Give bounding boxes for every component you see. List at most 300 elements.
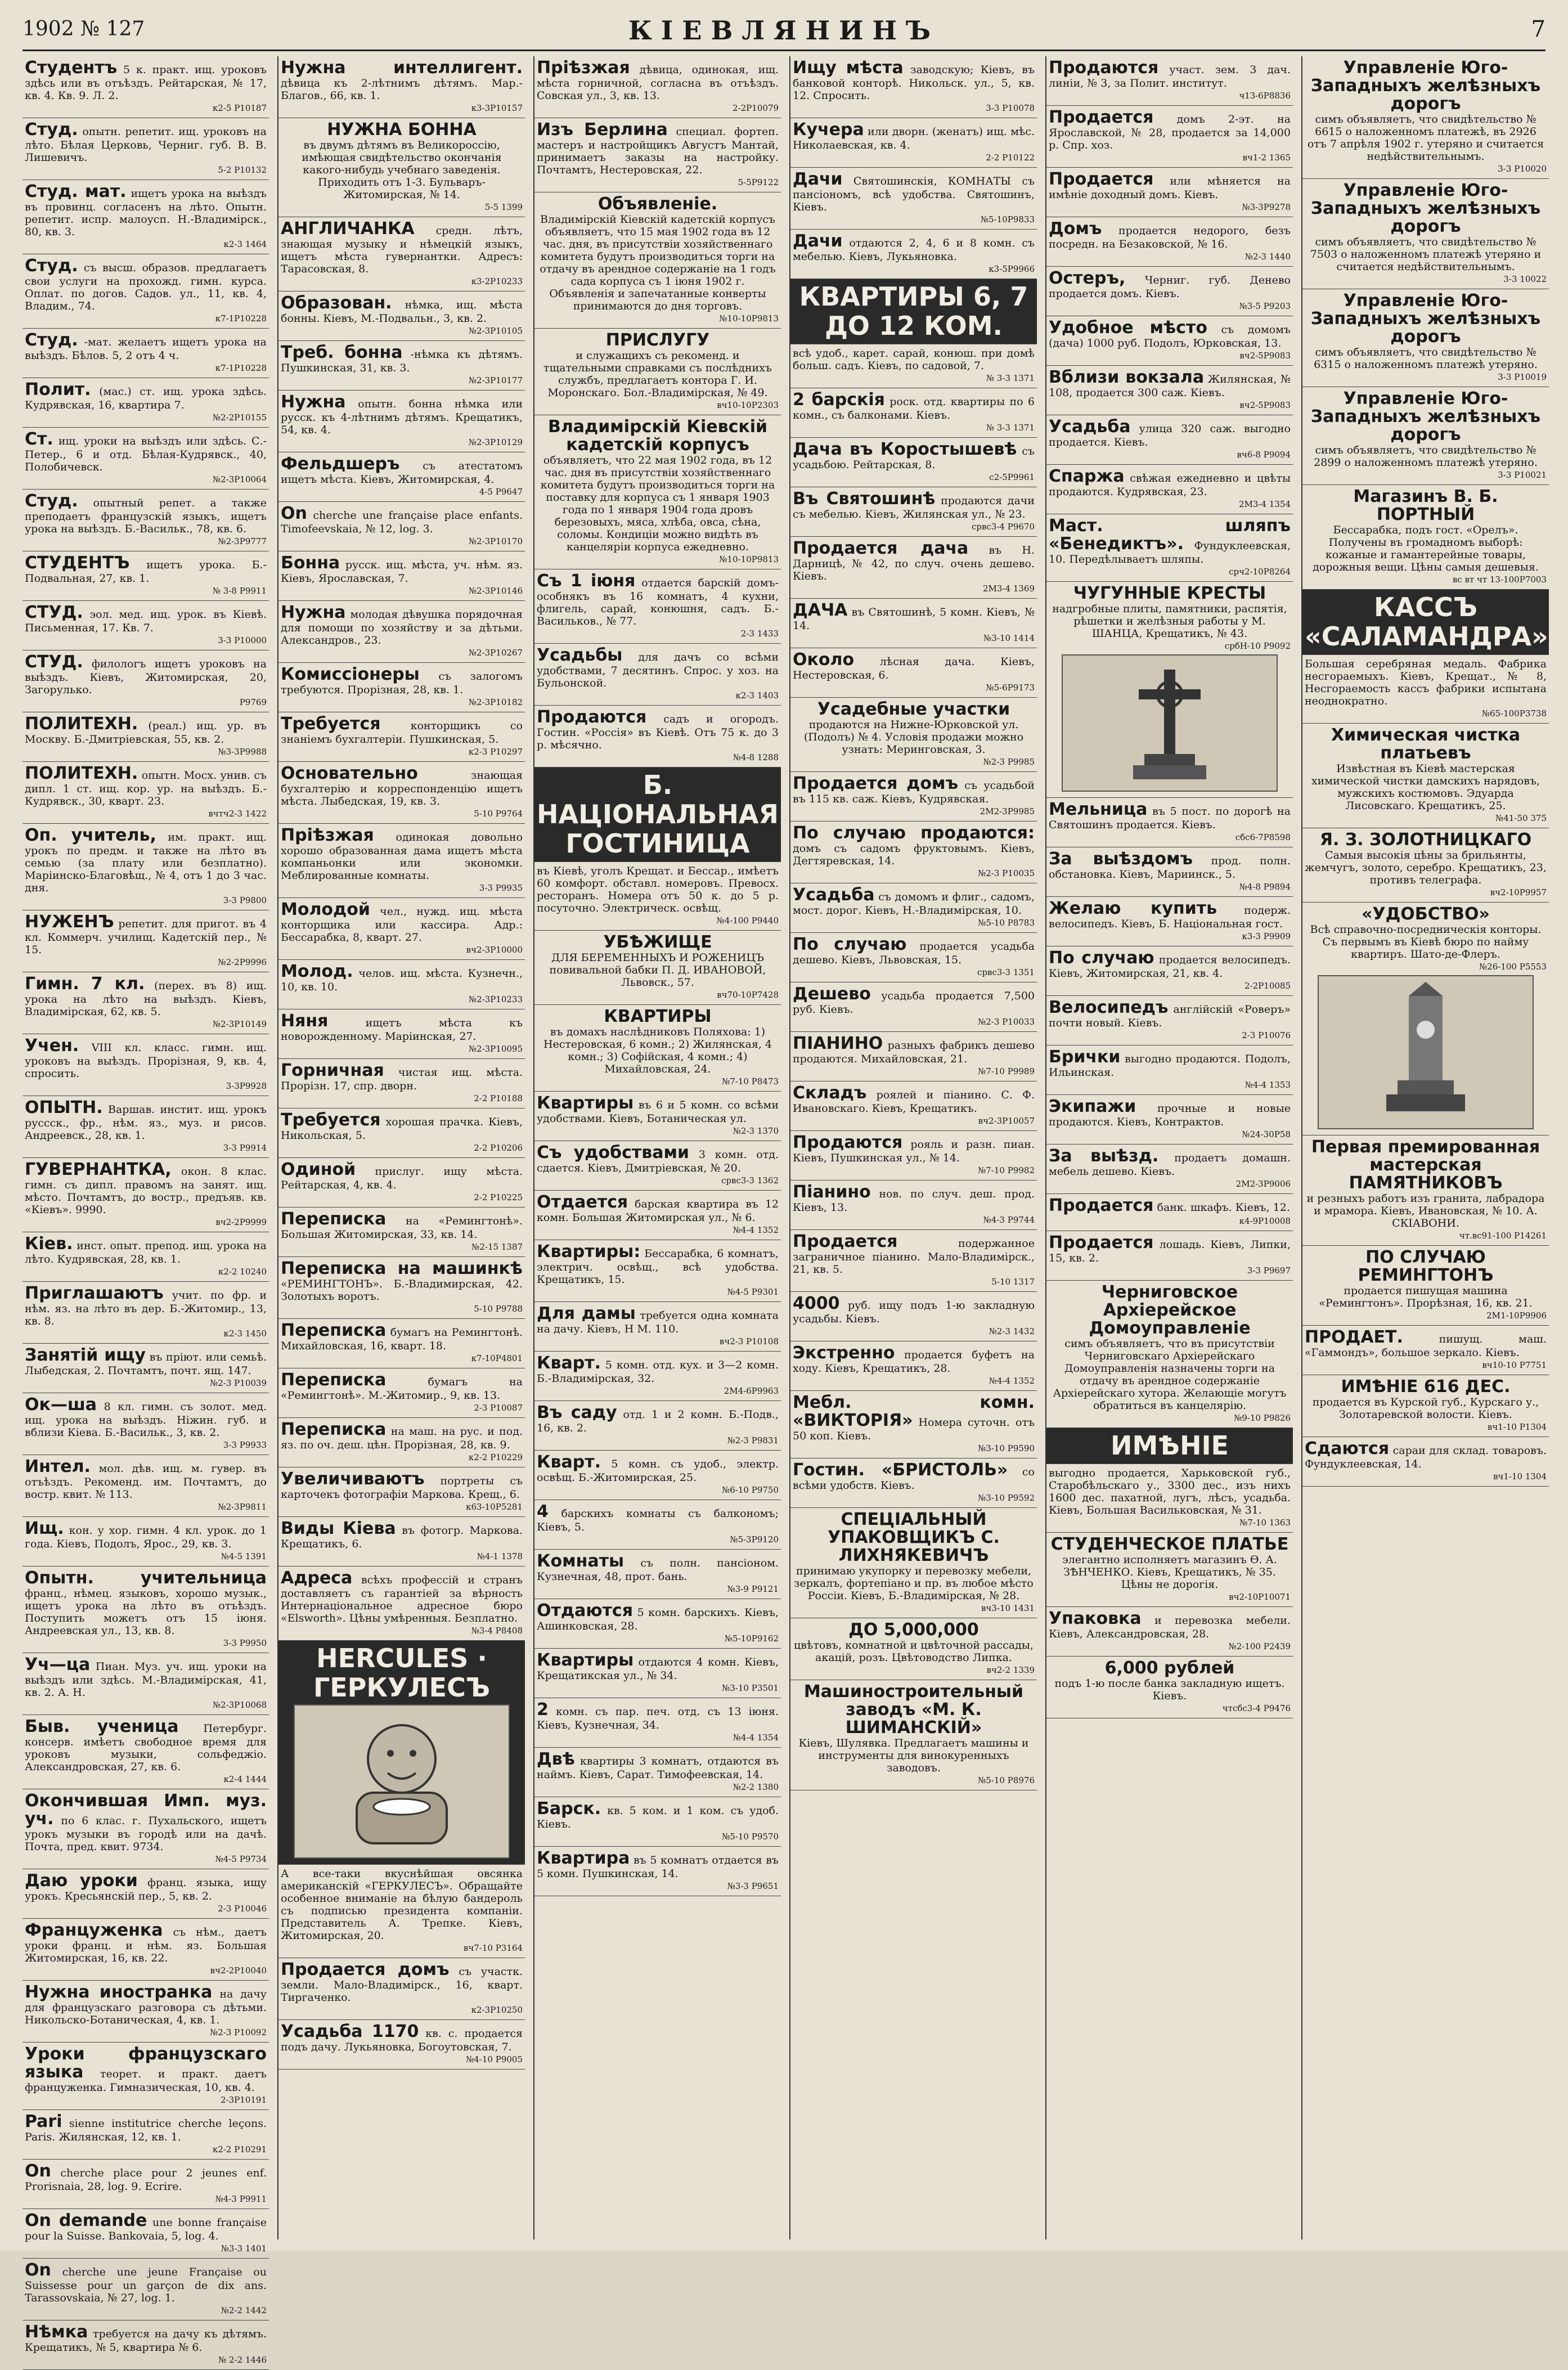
ad-text: специал. фортеп. мастеръ и настройщикъ Августъ Мантай, принимаетъ заказы на настройку. Почтамтъ, Нестеровская, 22.: [537, 125, 779, 176]
ad-text: съ высш. образов. предлагаетъ свои услуги на прохожд. гимн. курса. Оплат. по догов. Садов. ул., 11, кв. 4, Владим., 74.: [25, 262, 267, 312]
ad-title: НУЖНА БОННА: [327, 120, 477, 140]
ad-headline: Студ.: [25, 256, 78, 276]
ad-headline: Квартиры:: [537, 1242, 641, 1262]
ad-title: Управленіе Юго-Западныхъ желѣзныхъ дорогъ: [1310, 291, 1541, 347]
classified-ad: [1046, 798, 1293, 847]
classified-ad: [790, 1508, 1037, 1618]
ad-text: заводскую; Кіевъ, въ банковой конторѣ. Никольск. ул., 5, кв. 12. Спросить.: [793, 64, 1035, 102]
ad-code: к3-5Р9966: [989, 264, 1035, 274]
classified-ad: [1046, 1607, 1293, 1657]
ad-headline: Француженка: [25, 1920, 163, 1940]
ad-code: №2-3 Р10035: [978, 868, 1035, 878]
classified-ad: [534, 1240, 781, 1302]
ad-code: 3-3 Р10020: [1498, 164, 1547, 174]
ad-text: (мас.) ст. ищ. урока здѣсь. Кудрявская, 16, квартира 7.: [25, 385, 267, 411]
ad-text: или дворн. (женатъ) ищ. мѣс. Николаевская, кв. 4.: [793, 125, 1035, 151]
ad-headline: Нѣмка: [25, 2322, 88, 2342]
ad-headline: Остеръ,: [1049, 268, 1126, 288]
ad-text: кв. 5 ком. и 1 ком. съ удоб. Кіевъ.: [537, 1805, 779, 1830]
ad-code: к7-1Р10228: [215, 313, 267, 324]
ad-title: СПЕЦІАЛЬНЫЙ УПАКОВЩИКЪ С. ЛИХНЯКЕВИЧЪ: [828, 1510, 1000, 1565]
ad-code: вч2-10Р10071: [1229, 1592, 1291, 1602]
ad-text: участ. зем. 3 дач. линіи, № 3, за Полит. институт.: [1049, 64, 1291, 89]
ad-text: въ домахъ наслѣдниковъ Поляхова: 1) Нестеровская, 6 комн.; 2) Жилянская, 4 комн.; 3) Софійская, 4 комн.; 4) Михайловская, 24.: [543, 1026, 772, 1075]
ad-text: прислуг. ищу мѣста. Рейтарская, 4, кв. 4.: [281, 1165, 523, 1191]
ad-headline: Гостин. «БРИСТОЛЬ»: [793, 1460, 1008, 1480]
ad-code: №7-10 1363: [1239, 1518, 1291, 1528]
ad-code: 5-5Р9122: [738, 177, 779, 187]
ad-text: рояль и разн. пиан. Кіевъ, Пушкинская ул., № 14.: [793, 1138, 1035, 1164]
ad-code: №2-2Р10155: [212, 412, 267, 423]
ad-code: №4-3 Р9744: [983, 1215, 1035, 1225]
ad-headline: За выѣздомъ: [1049, 849, 1193, 869]
classified-ad: [534, 1500, 781, 1550]
ad-code: №2-3Р10149: [212, 1019, 267, 1029]
column-6: [1302, 56, 1549, 2239]
ad-headline: Въ Святошинѣ: [793, 489, 936, 509]
ad-text: свѣжая ежедневно и цвѣты продаются. Кудрявская, 23.: [1049, 472, 1291, 498]
ad-headline: Пріѣзжая: [537, 58, 630, 78]
classified-ad: [1046, 106, 1293, 168]
ad-text: усадьба продается 7,500 руб. Кіевъ.: [793, 990, 1035, 1016]
ad-text: продаются дачи съ мебелью. Кіевъ, Жилянская ул., № 23.: [793, 495, 1035, 520]
ad-title: 6,000 рублей: [1104, 1658, 1235, 1678]
ad-headline: Переписка: [281, 1370, 387, 1390]
classified-ad: [278, 1865, 525, 1958]
ad-text: лошадь. Кіевъ, Липки, 15, кв. 2.: [1049, 1238, 1291, 1264]
ad-text: отдаются 4 комн. Кіевъ, Крещатикская ул., № 34.: [537, 1656, 779, 1682]
ad-text: и резныхъ работъ изъ гранита, лабрадора и мрамора. Кіевъ, Ивановская, № 10. А. СКІАВОНИ.: [1306, 1192, 1545, 1229]
classified-ad: [1046, 465, 1293, 514]
classified-ad: [278, 762, 525, 824]
ad-text: 5 комн. барскихъ. Кіевъ, Ашинковская, 28.: [537, 1606, 779, 1632]
ad-text: продаются на Нижне-Юрковской ул. (Подолъ) № 4. Условія продажи можно узнать: Меринговская, 3.: [803, 719, 1024, 756]
ad-title: Черниговское Архіерейское Домоуправленіе: [1089, 1282, 1251, 1338]
ad-text: роск. отд. квартиры по 6 комн., съ балконами. Кіевъ.: [793, 396, 1035, 421]
ad-headline: Продается домъ: [793, 774, 959, 793]
ad-headline: Треб. бонна: [281, 343, 403, 362]
ad-text: 8 кл. гимн. съ золот. мед. ищ. урока на выѣздъ. Ніжин. губ. и вблизи Кіева. Б.-Васильк., 3, кв. 2.: [25, 1401, 267, 1439]
ad-code: №2-3 Р9831: [727, 1435, 779, 1446]
ad-text: симъ объявляетъ, что свидѣтельство № 2899 о наложенномъ платежѣ утеряно.: [1314, 444, 1538, 469]
ad-code: №2-3Р10177: [468, 375, 523, 385]
classified-ad: [23, 1981, 269, 2043]
classified-ad: [534, 118, 781, 192]
ad-code: вс вт чт 13-100Р7003: [1452, 574, 1547, 585]
ad-text: кв. с. продается подъ дачу. Лукьяновка, Богоутовская, 7.: [281, 2027, 523, 2053]
classified-ad: [790, 487, 1037, 537]
classified-ad: [278, 1641, 525, 1865]
classified-ad: [1302, 903, 1549, 1135]
classified-ad: [23, 2160, 269, 2209]
ad-headline: Оп. учитель,: [25, 825, 156, 845]
ad-code: к2-5 Р10187: [212, 103, 267, 113]
ad-code: вчтч2-3 1422: [208, 809, 267, 819]
classified-ad: [790, 56, 1037, 118]
classified-ad: [23, 1653, 269, 1715]
ad-banner: КАССЪ «САЛАМАНДРА»: [1305, 592, 1548, 652]
classified-ad: [1046, 897, 1293, 946]
ad-code: 3-3 Р10000: [218, 635, 267, 645]
ad-text: -нѣмка къ дѣтямъ. Пушкинская, 31, кв. 3.: [281, 348, 523, 374]
ad-code: к7-1Р10228: [215, 363, 267, 373]
ad-code: к3-2Р10233: [471, 276, 523, 286]
classified-ad: [1302, 828, 1549, 903]
ad-code: №4-4 1354: [733, 1732, 779, 1743]
ad-text: въ Святошинѣ, 5 комн. Кіевъ, № 14.: [793, 606, 1035, 632]
classified-ad: [23, 1158, 269, 1232]
ad-text: русск. ищ. мѣста, уч. нѣм. яз. Кіевъ, Ярославская, 7.: [281, 559, 523, 585]
ad-text: sienne institutrice cherche leçons. Paris. Жилянская, 12, кв. 1.: [25, 2117, 267, 2143]
ad-code: №4-5 1391: [221, 1551, 267, 1561]
classified-ad: [1046, 1428, 1293, 1464]
classified-ad: [1046, 1144, 1293, 1194]
ad-text: пишущ. маш. «Гаммондъ», большое зеркало. Кіевъ.: [1305, 1333, 1547, 1359]
ad-code: №10-10Р9813: [719, 554, 779, 564]
classified-ad: [790, 118, 1037, 168]
classified-ad: [1302, 1326, 1549, 1375]
ad-text: прод. полн. обстановка. Кіевъ, Мариинск., 5.: [1049, 855, 1291, 881]
classified-ad: [23, 1517, 269, 1566]
ad-text: и служащихъ съ рекоменд. и тщательными справками съ послѣднихъ службъ, предлагаетъ контора Г. И. Моронскаго. Бол.-Владимірская, № 49.: [543, 349, 772, 399]
ad-text: на маш. на рус. и под. яз. по оч. деш. цѣн. Прорізная, 28, кв. 9.: [281, 1425, 523, 1451]
ad-banner: HERCULES · ГЕРКУЛЕСЪ: [313, 1643, 491, 1703]
classified-ad: [278, 1009, 525, 1059]
ad-headline: Желаю купить: [1049, 899, 1217, 918]
ad-text: симъ объявляетъ, что свидѣтельство № 6315 о наложенномъ платежѣ утеряно.: [1314, 346, 1538, 371]
ad-code: 3-3 Р9914: [223, 1143, 267, 1153]
ad-code: к2-2 10240: [218, 1267, 267, 1277]
ad-headline: On: [25, 2161, 51, 2181]
ad-title: ПО СЛУЧАЮ РЕМИНГТОНЪ: [1358, 1247, 1494, 1285]
ad-text: подержанное заграничное піанино. Мало-Владимірск., 21, кв. 5.: [793, 1237, 1035, 1276]
ad-headline: Продается: [1049, 1196, 1154, 1215]
ad-code: №2-3Р10064: [212, 474, 267, 484]
ad-title: Первая премированная мастерская ПАМЯТНИКОВЪ: [1311, 1137, 1540, 1193]
classified-ad: [1046, 1231, 1293, 1281]
classified-ad: [534, 862, 781, 931]
ad-code: №4-1 1378: [477, 1551, 523, 1561]
classified-ad: [1046, 1464, 1293, 1533]
classified-ad: [1046, 1045, 1293, 1095]
classified-ad: [1302, 387, 1549, 485]
ad-title: ИМѢНІЕ 616 ДЕС.: [1341, 1377, 1511, 1397]
classified-ad: [278, 1368, 525, 1418]
ad-text: продается пишущая машина «Ремингтонъ». Прорѣзная, 16, кв. 21.: [1319, 1285, 1533, 1309]
classified-ad: [23, 1034, 269, 1096]
ad-headline: СТУД.: [25, 603, 83, 622]
classified-ad: [790, 344, 1037, 388]
column-5: [1046, 56, 1293, 2239]
ad-headline: Ок—ша: [25, 1395, 97, 1415]
ad-headline: Квартиры: [537, 1093, 634, 1113]
ad-text: симъ объявляетъ, что въ присутствіи Черниговскаго Архіерейскаго Домоуправленія назначены торги на отдачу въ арендное содержаніе Архіерейскаго хутора. Желающіе могутъ обратиться въ канцелярію.: [1053, 1337, 1287, 1412]
ad-text: барскихъ комнаты съ балкономъ; Кіевъ, 5.: [537, 1507, 779, 1533]
ad-text: Фундуклеевская, 10. Передѣлываетъ шляпы.: [1049, 540, 1291, 565]
ad-text: домъ 2-эт. на Ярославской, № 28, продается за 14,000 р. Спр. хоз.: [1049, 113, 1291, 151]
ad-code: №4-4 1352: [989, 1376, 1035, 1386]
ad-text: съ залогомъ требуются. Прорізная, 28, кв. 1.: [281, 670, 523, 696]
ad-code: 2М3-4 1369: [983, 583, 1035, 594]
ad-code: 2-2Р10079: [733, 103, 779, 113]
classified-ad: [534, 1401, 781, 1451]
ad-code: ч1З-6Р8836: [1239, 91, 1291, 101]
page-number: 7: [1531, 16, 1545, 42]
ad-code: 3-3Р9928: [226, 1081, 267, 1091]
ad-text: въ Н. Дарницѣ, № 42, по случ. очень дешево. Кіевъ.: [793, 544, 1035, 582]
ad-code: вч70-10Р7428: [717, 990, 779, 1000]
ad-text: Пиан. Муз. уч. ищ. уроки на выѣздъ или здѣсь. М.-Владимірская, 41, кв. 2. А. Н.: [25, 1660, 267, 1699]
classified-ad: [278, 118, 525, 217]
ad-text: съ домомъ и флиг., садомъ, мост. дорог. Кіевъ, Н.-Владимірская, 10.: [793, 891, 1035, 917]
ad-text: филологъ ищетъ уроковъ на выѣздъ. Кіевъ, Житомирская, 20, Загорулько.: [25, 658, 267, 696]
ad-code: вч2-10Р9957: [1490, 887, 1547, 897]
classified-ad: [278, 824, 525, 898]
classified-ad: [1046, 366, 1293, 415]
classified-ad: [534, 644, 781, 706]
ad-headline: Мельница: [1049, 800, 1148, 819]
ad-code: к2-3 1450: [223, 1328, 267, 1339]
ad-text: съ участк. земли. Мало-Владимірск., 16, кварт. Тиргаченко.: [281, 1965, 523, 2004]
ad-code: №3-3Р9988: [218, 747, 267, 757]
ad-text: франц. языка, ищу урокъ. Кресьянскій пер., 5, кв. 2.: [25, 1877, 267, 1902]
ad-code: №5-3Р9120: [730, 1534, 779, 1545]
ad-headline: Молодой: [281, 900, 370, 919]
ad-text: опытный репет. а также преподаетъ французскій языкъ, ищетъ урока на выѣздъ. Б.-Васильк., 78, кв. 6.: [25, 497, 267, 535]
ad-headline: Маст. шляпъ «Бенедиктъ».: [1049, 516, 1291, 554]
ad-text: портреты съ карточекъ фотографіи Маркова. Крещ., 6.: [281, 1475, 523, 1501]
classified-ad: [790, 1341, 1037, 1391]
ad-code: вч2-5Р9083: [1239, 400, 1291, 410]
ad-code: № 3-3 1371: [986, 373, 1035, 383]
ad-headline: Продаются: [793, 1133, 903, 1152]
ad-code: 3-3 Р9933: [223, 1440, 267, 1450]
classified-ad: [278, 2020, 525, 2070]
ad-code: срвс3-3 1362: [721, 1175, 779, 1186]
ad-text: продается недорого, безъ посредн. на Безаковской, № 16.: [1049, 225, 1291, 250]
ad-text: 5 комн. отд. кух. и 3—2 комн. Б.-Владимірская, 32.: [537, 1359, 779, 1385]
ad-headline: ГУВЕРНАНТКА,: [25, 1160, 172, 1179]
classified-ad: [23, 2110, 269, 2160]
ad-text: съ атестатомъ ищетъ мѣста. Кіевъ, Житомирская, 4.: [281, 460, 523, 486]
ad-code: к2-3 1403: [735, 690, 779, 701]
ad-text: дѣвица къ 2-лѣтнимъ дѣтямъ. Мар.-Благов., 66, кв. 1.: [281, 77, 523, 102]
ad-headline: Съ удобствами: [537, 1143, 690, 1162]
ad-code: 3-3 Р10021: [1498, 470, 1547, 480]
ad-headline: On: [25, 2260, 51, 2280]
ad-code: №2-2 1380: [733, 1782, 779, 1792]
ad-code: №2-3 1432: [989, 1326, 1035, 1336]
ad-code: чтсбс3-4 Р9476: [1222, 1703, 1291, 1713]
ad-text: требуется одна комната на дачу. Кіевъ, Н М. 110.: [537, 1309, 779, 1335]
ad-headline: Студ.: [25, 330, 78, 350]
ad-code: № 3-8 Р9911: [212, 586, 267, 596]
ad-text: репетит. для пригот. въ 4 кл. Коммерч. училищ. Кадетскій пер., № 15.: [25, 918, 267, 956]
column-3: [534, 56, 781, 2239]
classified-ad: [790, 1180, 1037, 1230]
ad-code: 2М3-4 1354: [1239, 499, 1291, 509]
ad-text: инст. опыт. препод. ищ. урока на лѣто. Кудрявская, 28, кв. 1.: [25, 1240, 267, 1265]
classified-ad: [278, 502, 525, 551]
ad-code: №2-3 Р10033: [978, 1017, 1035, 1027]
ad-code: 3-3 Р10078: [986, 103, 1035, 113]
classified-ad: [534, 192, 781, 329]
ad-code: 3-3 Р10019: [1498, 372, 1547, 382]
classified-ad: [278, 452, 525, 502]
ad-headline: Квартира: [537, 1848, 630, 1868]
ad-text: симъ объявляетъ, что свидѣтельство № 7503 о наложенномъ платежѣ утеряно и считается недѣйствительнымъ.: [1310, 236, 1542, 273]
classified-ad: [278, 551, 525, 601]
ad-title: Химическая чистка платьевъ: [1331, 725, 1521, 763]
ad-code: №9-10 Р9826: [1234, 1413, 1291, 1423]
ad-code: 5-10 Р9764: [474, 809, 523, 819]
classified-ad: [534, 569, 781, 644]
ad-headline: Ищ.: [25, 1519, 64, 1538]
ad-headline: Усадьба: [1049, 417, 1131, 437]
ad-code: 2-3Р10191: [221, 2095, 267, 2105]
ad-text: нѣмка, ищ. мѣста бонны. Кіевъ, М.-Подвальн., 3, кв. 2.: [281, 299, 523, 325]
classified-ad: [1302, 1135, 1549, 1246]
ad-text: въ 5 пост. по дорогѣ на Святошинъ продается. Кіевъ.: [1049, 805, 1291, 831]
ad-text: теорет. и практ. даетъ француженка. Гимназическая, 10, кв. 4.: [25, 2068, 267, 2094]
ad-code: №2-100 Р2439: [1228, 1641, 1291, 1651]
ad-text: съ нѣм., даетъ уроки франц. и нѣм. яз. Большая Житомирская, 16, кв. 22.: [25, 1926, 267, 1964]
classified-ad: [534, 767, 781, 862]
ad-text: Владимірскій Кіевскій кадетскій корпусъ объявляетъ, что 15 мая 1902 года въ 12 час. дня, въ присутствіи хозяйственнаго комитета будутъ производиться торги на отдачу въ арендное содержаніе на 1 годъ сада корпуса съ 1 іюня 1902 г. Объявленія и запечатанные конверты принимаются до дня торговъ.: [540, 213, 776, 312]
ad-text: въ фотогр. Маркова. Крещатикъ, 6.: [281, 1524, 523, 1550]
ad-text: съ усадьбой въ 115 кв. саж. Кіевъ, Кудрявская.: [793, 779, 1035, 805]
ad-text: объявляетъ, что 22 мая 1902 года, въ 12 час. дня въ присутствіи хозяйственнаго комитета будутъ производиться торги на поставку для корпуса съ 1 января 1903 года по 1 января 1904 года дровъ березовыхъ, мяса, хлѣба, овса, сѣна, соломы. Кондиціи можно видѣть въ канцеляріи корпуса ежедневно.: [540, 454, 775, 553]
ad-code: №6-10 Р9750: [722, 1485, 779, 1495]
ad-text: элегантно исполняетъ магазинъ Ѳ. А. ЗѢНЧЕНКО. Кіевъ, Крещатикъ, № 35. Цѣны не дорогія.: [1062, 1554, 1277, 1591]
ad-text: мол. дѣв. ищ. м. гувер. въ отъѣздъ. Рекоменд. им. Почтамтъ, до востр. квит. № 113.: [25, 1462, 267, 1501]
classified-ad: [790, 648, 1037, 698]
ad-headline: Быв. ученица: [25, 1717, 179, 1736]
ad-code: №4-5 Р9301: [727, 1287, 779, 1297]
ad-code: к2-2 Р10291: [212, 2144, 267, 2154]
ad-text: комн. съ пар. печ. отд. съ 13 іюня. Кіевъ, Кузнечная, 34.: [537, 1705, 779, 1731]
ad-code: №3-10 Р9590: [978, 1443, 1035, 1453]
ad-code: 2-3 Р10076: [1242, 1030, 1291, 1040]
ad-text: (реал.) ищ. ур. въ Москву. Б.-Дмитріевская, 55, кв. 2.: [25, 720, 267, 746]
ad-headline: Усадьба 1170: [281, 2022, 419, 2041]
ad-headline: Бонна: [281, 553, 340, 573]
ad-headline: НУЖЕНЪ: [25, 912, 114, 932]
ad-headline: СТУД.: [25, 652, 83, 672]
ad-text: въ пріют. или семьѣ. Лыбедская, 2. Почтамтъ, почт. ящ. 147.: [25, 1351, 267, 1377]
ad-headline: Спаржа: [1049, 466, 1125, 486]
classified-ad: [23, 1455, 269, 1517]
ad-code: сбс6-7Р8598: [1235, 832, 1291, 842]
classified-ad: [790, 822, 1037, 883]
classified-ad: [23, 1919, 269, 1981]
ad-code: №3-3 1401: [221, 2243, 267, 2254]
ad-headline: Ст.: [25, 429, 53, 449]
classified-ad: [278, 56, 525, 118]
ad-headline: По случаю продаются:: [793, 823, 1035, 843]
classified-ad: [1302, 590, 1549, 655]
classified-ad: [1046, 1533, 1293, 1607]
classified-ad: [23, 1789, 269, 1869]
ad-code: №3-10 1414: [983, 633, 1035, 643]
classified-ad: [534, 1649, 781, 1698]
ad-headline: Pari: [25, 2112, 62, 2131]
ad-title: Управленіе Юго-Западныхъ желѣзныхъ дорогъ: [1310, 389, 1541, 445]
ad-text: опытн. Мосх. унив. съ дипл. 1 ст. ищ. кор. ур. на выѣздъ. Б.-Кудрявск., 30, кварт. 23.: [25, 769, 267, 807]
classified-ad: [23, 1393, 269, 1455]
ad-text: Всѣ справочно-посредническія конторы. Съ первымъ въ Кіевѣ бюро по найму квартиръ. Шато-де-Флеръ.: [1310, 923, 1542, 960]
classified-ad: [23, 490, 269, 551]
ad-code: №4-4 1352: [733, 1225, 779, 1235]
column-4: [790, 56, 1037, 2239]
ad-text: cherche place pour 2 jeunes enf. Prorisnaia, 28, log. 9. Ecrire.: [25, 2167, 267, 2193]
ad-headline: АНГЛИЧАНКА: [281, 219, 415, 239]
ad-code: вч10-10 Р7751: [1482, 1360, 1547, 1370]
classified-ad: [1046, 415, 1293, 465]
ad-code: №3-10 Р9592: [978, 1493, 1035, 1503]
ad-text: на «Ремингтонѣ». Большая Житомирская, 33, кв. 14.: [281, 1215, 523, 1241]
classified-ad: [23, 254, 269, 329]
ad-text: Петербург. консерв. имѣетъ свободное время для уроковъ музыки, сольфеджіо. Александровская, 27, кв. 6.: [25, 1722, 267, 1773]
ad-headline: Студ. мат.: [25, 182, 127, 201]
ad-code: 3-3 Р9697: [1247, 1265, 1291, 1276]
ad-headline: ДАЧА: [793, 600, 848, 620]
ad-title: ПРИСЛУГУ: [605, 330, 710, 350]
ad-text: ищетъ мѣста къ новорожденному. Маріинская, 27.: [281, 1017, 523, 1043]
classified-ad: [1302, 179, 1549, 289]
ad-text: разныхъ фабрикъ дешево продаются. Михайловская, 21.: [793, 1039, 1035, 1065]
ad-code: србН-10 Р9092: [1224, 641, 1291, 651]
ad-headline: Удобное мѣсто: [1049, 318, 1207, 338]
classified-ad: [278, 898, 525, 960]
ad-code: Р9769: [239, 697, 267, 707]
ad-headline: Полит.: [25, 380, 91, 400]
ad-code: чт.вс91-100 Р14261: [1459, 1231, 1547, 1241]
ad-headline: Продается дача: [793, 538, 969, 558]
ad-headline: Двѣ: [537, 1749, 575, 1769]
ad-text: въ 5 комнатъ отдается въ 5 комн. Пушкинская, 14.: [537, 1854, 779, 1880]
classified-ad: [534, 1302, 781, 1352]
ad-text: Жилянская, № 108, продается 300 саж. Кіевъ.: [1049, 373, 1291, 399]
ad-text: со всѣми удобств. Кіевъ.: [793, 1466, 1035, 1492]
classified-ad: [23, 712, 269, 762]
ad-text: выгодно продается, Харьковской губ., Старобѣльскаго у., 3300 дес., изъ нихъ 1600 дес. пахатной, лугъ, лѣсъ, усадьба. Кіевъ, Большая Васильковская, № 31.: [1049, 1467, 1291, 1516]
ad-text: опытн. бонна нѣмка или русск. къ 4-лѣтнимъ дѣтямъ. Крещатикъ, 54, кв. 4.: [281, 398, 523, 436]
classified-ad: [278, 217, 525, 291]
ad-text: франц., нѣмец. языковъ, хорошо музык., ищетъ урока на лѣто въ отъѣздъ. Поступить можетъ отъ 15 іюня. Андреевская ул., 13, кв. 8.: [25, 1587, 267, 1637]
ad-headline: Продается домъ: [281, 1960, 450, 1980]
ad-title: Управленіе Юго-Западныхъ желѣзныхъ дорогъ: [1310, 58, 1541, 114]
ad-code: 2-3 Р10087: [474, 1403, 523, 1413]
ad-code: к3-3 Р9909: [1242, 931, 1291, 941]
ad-text: отд. 1 и 2 комн. Б.-Подв., 16, кв. 2.: [537, 1408, 779, 1434]
ad-headline: Отдаются: [537, 1601, 633, 1621]
ad-text: одинокая довольно хорошо образованная дама ищетъ мѣста компаньонки или экономки. Меблированные комнаты.: [281, 831, 523, 882]
classified-ad: [790, 1081, 1037, 1131]
ad-text: дѣвица, одинокая, ищ. мѣста горничной, согласна въ отъѣздъ. Совская ул., 3, кв. 13.: [537, 64, 779, 102]
ad-headline: Опытн. учительница: [25, 1568, 267, 1588]
ad-headline: Сдаются: [1305, 1439, 1390, 1458]
classified-ad: [790, 1032, 1037, 1081]
ad-code: №3-3 Р9651: [727, 1881, 779, 1891]
ad-code: 4-5 Р9647: [479, 487, 523, 497]
ad-headline: Дешево: [793, 984, 871, 1004]
classified-ad: [278, 341, 525, 390]
ad-headline: ОПЫТН.: [25, 1098, 103, 1117]
ad-text: продается усадьба дешево. Кіевъ, Львовская, 15.: [793, 940, 1035, 966]
ad-headline: Комиссіонеры: [281, 665, 420, 684]
ad-code: №41-50 375: [1495, 813, 1547, 823]
